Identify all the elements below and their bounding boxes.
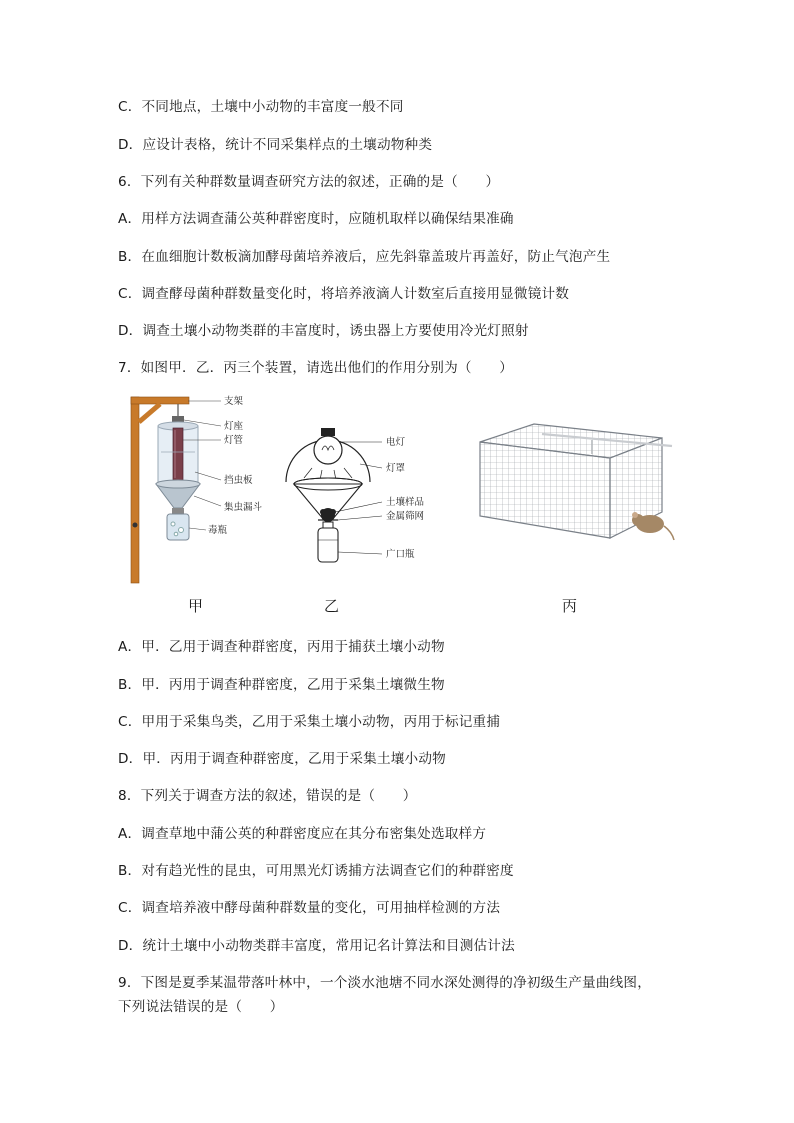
- figure-jia-light-trap: [126, 392, 286, 584]
- label-poison-bottle: 毒瓶: [208, 525, 228, 536]
- question-8: 8．下列关于调查方法的叙述，错误的是（ ）: [118, 788, 417, 804]
- question-7: 7．如图甲．乙．丙三个装置，请选出他们的作用分别为（ ）: [118, 360, 514, 376]
- option-c-q5: C．不同地点，土壤中小动物的丰富度一般不同: [118, 99, 404, 115]
- label-lamp-tube: 灯管: [224, 435, 244, 446]
- label-jar: 广口瓶: [386, 549, 415, 560]
- option-d-q7: D．甲．丙用于调查种群密度，乙用于采集土壤小动物: [118, 751, 446, 767]
- option-c-q6: C．调查酵母菌种群数量变化时，将培养液滴人计数室后直接用显微镜计数: [118, 286, 570, 302]
- option-d-q6: D．调查土壤小动物类群的丰富度时，诱虫器上方要使用冷光灯照射: [118, 323, 529, 339]
- option-b-q8: B．对有趋光性的昆虫，可用黑光灯诱捕方法调查它们的种群密度: [118, 863, 514, 879]
- label-lampshade: 灯罩: [386, 463, 406, 474]
- caption-jia: 甲: [188, 597, 204, 615]
- option-b-q7: B．甲．丙用于调查种群密度，乙用于采集土壤微生物: [118, 677, 445, 693]
- option-b-q6: B．在血细胞计数板滴加酵母菌培养液后，应先斜靠盖玻片再盖好，防止气泡产生: [118, 249, 611, 265]
- label-stand: 支架: [224, 396, 244, 407]
- option-c-q7: C．甲用于采集鸟类，乙用于采集土壤小动物，丙用于标记重捕: [118, 714, 501, 730]
- caption-bing: 丙: [562, 597, 578, 615]
- label-baffle: 挡虫板: [224, 475, 253, 486]
- option-d-q5: D．应设计表格，统计不同采集样点的土壤动物种类: [118, 137, 433, 153]
- label-funnel: 集虫漏斗: [224, 502, 263, 513]
- option-a-q7: A．甲．乙用于调查种群密度，丙用于捕获土壤小动物: [118, 639, 445, 655]
- option-a-q8: A．调查草地中蒲公英的种群密度应在其分布密集处选取样方: [118, 826, 487, 842]
- figure-bing-cage-trap: [472, 420, 677, 545]
- question-9-cont: 下列说法错误的是（ ）: [118, 999, 284, 1015]
- label-lamp-holder: 灯座: [224, 421, 244, 432]
- option-d-q8: D．统计土壤中小动物类群丰富度，常用记名计算法和目测估计法: [118, 938, 515, 954]
- option-c-q8: C．调查培养液中酵母菌种群数量的变化，可用抽样检测的方法: [118, 900, 501, 916]
- question-6: 6．下列有关种群数量调查研究方法的叙述，正确的是（ ）: [118, 174, 500, 190]
- label-lamp: 电灯: [386, 437, 406, 448]
- option-a-q6: A．用样方法调查蒲公英种群密度时，应随机取样以确保结果准确: [118, 211, 514, 227]
- label-metal-mesh: 金属筛网: [386, 511, 425, 522]
- question-9: 9．下图是夏季某温带落叶林中，一个淡水池塘不同水深处测得的净初级生产量曲线图，: [118, 975, 652, 991]
- caption-yi: 乙: [324, 597, 340, 615]
- figure-yi-berlese-funnel: [282, 422, 442, 572]
- label-soil-sample: 土壤样品: [386, 497, 425, 508]
